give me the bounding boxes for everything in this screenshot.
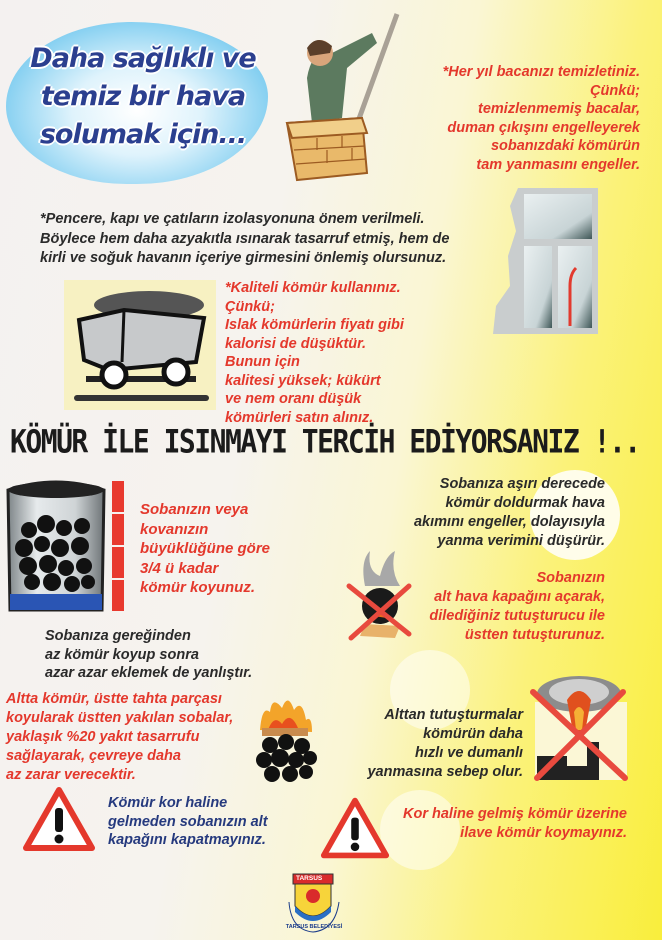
advice-line: azar azar eklemek de yanlıştır. [45,665,253,681]
advice-line: yaklaşık %20 yakıt tasarrufu [6,729,200,745]
advice-too-little-text [45,627,315,683]
tip-line: kalorisi de düşüktür. [225,335,367,352]
advice-overfill-text [360,475,605,551]
advice-fill-level-text [140,500,340,598]
advice-line: Altta kömür, üstte tahta parçası [6,691,222,707]
warning-line: kapağını kapatmayınız. [108,832,266,848]
tip-line: kömürleri satın alınız. [225,409,374,426]
warning-triangle-icon [22,786,96,852]
warning-1-text [108,794,308,850]
warning-line: gelmeden sobanızın alt [108,813,268,830]
coal-cart-icon [64,280,216,410]
tip-quality-coal-text [225,279,465,427]
burning-coal-icon [250,690,320,785]
advice-line: büyüklüğüne göre [140,540,271,557]
tip-line: Böylece hem daha azyakıtla ısınarak tasarruf etmiş, hem de [40,230,450,247]
warning-line: ilave kömür koymayınız. [460,825,627,841]
advice-line: hızlı ve dumanlı [415,745,523,761]
tip-insulation-text [40,210,520,269]
advice-line: üstten tutuşturunuz. [464,627,605,643]
advice-top-ignite-text [400,569,605,645]
fill-level-bars [112,481,124,613]
page-title [18,40,268,154]
advice-line: Sobanıza aşırı derecede [439,476,605,492]
advice-line: Sobanızın veya [140,501,249,518]
advice-wood-on-top-text [6,690,286,785]
warning-line: Kor haline gelmiş kömür üzerine [403,806,627,822]
advice-line: akımını engeller, dolayısıyla [413,514,605,530]
tip-line: ve nem oranı düşük [225,391,362,407]
tip-line: *Pencere, kapı ve çatıların izolasyonuna önem verilmeli. [40,211,425,227]
title-line: Daha sağlıklı ve [30,43,256,74]
tip-line: kalitesi yüksek; kükürt [225,372,381,389]
tarsus-municipality-logo [283,872,345,934]
coal-bucket-icon [4,478,108,618]
advice-line: kömürün daha [423,726,523,742]
crossed-smoke-icon [527,672,632,782]
tip-line: *Her yıl bacanızı temizletiniz. [442,64,640,80]
window-icon [488,186,603,336]
tip-line: *Kaliteli kömür kullanınız. [225,280,401,296]
advice-line: yanma verimini düşürür. [437,533,605,549]
advice-line: az zarar verecektir. [6,767,136,783]
advice-line: 3/4 ü kadar [140,559,219,577]
advice-line: yanmasına sebep olur. [367,764,523,780]
tip-line: Çünkü; [225,298,275,315]
logo-ring-text: TARSUS BELEDİYESİ [285,924,343,930]
section-heading: KÖMÜR İLE ISINMAYI TERCİH EDİYORSANIZ !.. [10,422,640,461]
advice-line: dilediğiniz tutuşturucu ile [429,608,605,624]
advice-bottom-ignite-text [340,706,523,782]
advice-line: Sobanıza gereğinden [45,628,191,644]
advice-line: kovanızın [140,520,209,538]
advice-line: Alttan tutuşturmalar [384,707,523,723]
advice-line: alt hava kapağını açarak, [434,589,605,605]
advice-line: kömür doldurmak hava [445,495,605,511]
advice-line: kömür koyunuz. [140,579,256,596]
advice-line: az kömür koyup sonra [45,646,199,663]
logo-top-text: TARSUS [296,875,323,882]
tip-line: kirli ve soğuk havanın içeriye girmesini önlemiş olursunuz. [40,250,447,266]
tip-line: duman çıkışını engelleyerek [447,119,640,136]
warning-line: Kömür kor haline [108,795,228,811]
advice-line: sağlayarak, çevreye daha [6,748,181,764]
title-line: temiz bir hava [40,81,246,112]
tip-line: Islak kömürlerin fiyatı gibi [225,317,404,333]
tip-line: sobanızdaki kömürün [490,138,640,154]
title-line: solumak için... [39,119,247,150]
tip-chimney-text [350,63,640,174]
tip-line: temizlenmemiş bacalar, [478,101,640,117]
warning-2-text [372,805,627,843]
advice-line: koyularak üstten yakılan sobalar, [6,710,234,726]
advice-line: Sobanızın [536,570,605,586]
tip-line: Bunun için [225,354,300,370]
tip-line: tam yanmasını engeller. [476,156,640,173]
tip-line: Çünkü; [590,82,640,99]
